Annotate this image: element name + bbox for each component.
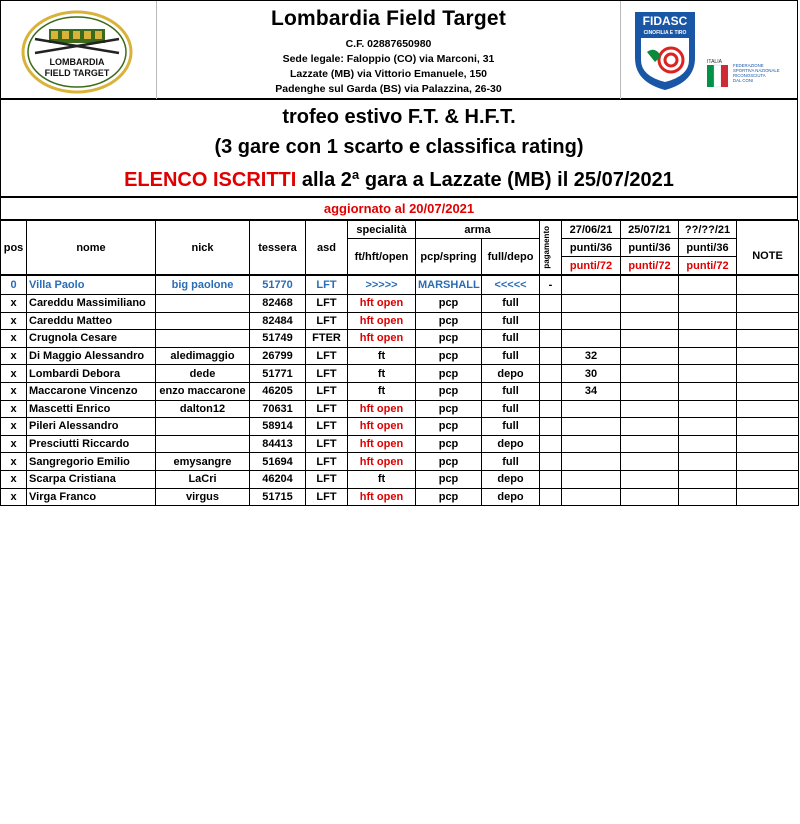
cell-tessera: 46205 bbox=[250, 382, 306, 400]
cell-note bbox=[737, 435, 799, 453]
cell-asd: LFT bbox=[306, 347, 348, 365]
cell-asd: LFT bbox=[306, 435, 348, 453]
cell-pagamento bbox=[540, 365, 562, 383]
cell-arma1: pcp bbox=[416, 453, 482, 471]
cell-asd: LFT bbox=[306, 365, 348, 383]
table-row bbox=[1, 470, 799, 488]
cell-nome: Crugnola Cesare bbox=[27, 330, 156, 348]
cell-nome: Virga Franco bbox=[27, 488, 156, 506]
logo-line-1: LOMBARDIA bbox=[49, 57, 105, 67]
cell-gara3 bbox=[679, 295, 737, 313]
cell-pagamento bbox=[540, 435, 562, 453]
cell-tessera: 51715 bbox=[250, 488, 306, 506]
address-line: Sede legale: Faloppio (CO) via Marconi, 31 bbox=[282, 53, 495, 65]
italia-line: SPORTIVA NAZIONALE bbox=[733, 68, 780, 73]
cell-nick: dede bbox=[156, 365, 250, 383]
cell-gara3 bbox=[679, 488, 737, 506]
col-arma-sub1: pcp/spring bbox=[416, 239, 482, 276]
table-row bbox=[1, 488, 799, 506]
cell-gara3 bbox=[679, 418, 737, 436]
cell-nome: Mascetti Enrico bbox=[27, 400, 156, 418]
cell-gara1: 32 bbox=[562, 347, 621, 365]
cell-nick bbox=[156, 312, 250, 330]
cell-gara3 bbox=[679, 347, 737, 365]
table-row bbox=[1, 400, 799, 418]
cell-gara2 bbox=[621, 275, 679, 295]
cell-gara1 bbox=[562, 312, 621, 330]
cell-asd: LFT bbox=[306, 295, 348, 313]
cell-tessera: 82484 bbox=[250, 312, 306, 330]
cell-pos: x bbox=[1, 400, 27, 418]
col-gara2-date: 25/07/21 bbox=[621, 221, 679, 239]
table-row bbox=[1, 365, 799, 383]
table-row-organizer bbox=[1, 275, 799, 295]
cell-specialita: hft open bbox=[348, 488, 416, 506]
cell-note bbox=[737, 330, 799, 348]
cell-arma2: depo bbox=[482, 435, 540, 453]
letterhead-text bbox=[156, 1, 621, 99]
cell-nick bbox=[156, 330, 250, 348]
cell-nome: Di Maggio Alessandro bbox=[27, 347, 156, 365]
cell-arma1: pcp bbox=[416, 347, 482, 365]
cell-arma1: pcp bbox=[416, 295, 482, 313]
cell-asd: LFT bbox=[306, 312, 348, 330]
cell-gara1 bbox=[562, 453, 621, 471]
col-pos: pos bbox=[1, 221, 27, 276]
table-row bbox=[1, 435, 799, 453]
cell-gara2 bbox=[621, 330, 679, 348]
cell-gara2 bbox=[621, 382, 679, 400]
cell-arma1: MARSHALL bbox=[416, 275, 482, 295]
col-gara1-punti72: punti/72 bbox=[562, 257, 621, 276]
event-title bbox=[1, 164, 797, 198]
cell-gara2 bbox=[621, 418, 679, 436]
cell-note bbox=[737, 365, 799, 383]
col-gara3-punti36: punti/36 bbox=[679, 239, 737, 257]
cell-gara1 bbox=[562, 435, 621, 453]
table-row bbox=[1, 295, 799, 313]
col-gara2-punti36: punti/36 bbox=[621, 239, 679, 257]
cell-tessera: 51694 bbox=[250, 453, 306, 471]
cell-nome: Careddu Matteo bbox=[27, 312, 156, 330]
col-nome: nome bbox=[27, 221, 156, 276]
cell-arma1: pcp bbox=[416, 418, 482, 436]
cell-specialita: hft open bbox=[348, 418, 416, 436]
cell-pagamento bbox=[540, 418, 562, 436]
cell-gara2 bbox=[621, 295, 679, 313]
cell-gara1 bbox=[562, 330, 621, 348]
fiscal-code: C.F. 02887650980 bbox=[345, 38, 432, 50]
cell-asd: LFT bbox=[306, 418, 348, 436]
cell-nick: aledimaggio bbox=[156, 347, 250, 365]
italia-line: RICONOSCIUTA bbox=[733, 73, 766, 78]
cell-nome: Sangregorio Emilio bbox=[27, 453, 156, 471]
cell-arma2: full bbox=[482, 295, 540, 313]
address-line: Padenghe sul Garda (BS) via Palazzina, 26-30 bbox=[275, 83, 502, 95]
cell-note bbox=[737, 488, 799, 506]
cell-pos: x bbox=[1, 453, 27, 471]
cell-pos: x bbox=[1, 382, 27, 400]
italia-logo bbox=[705, 57, 795, 93]
italia-line: FEDERAZIONE bbox=[733, 63, 764, 68]
cell-gara3 bbox=[679, 382, 737, 400]
cell-note bbox=[737, 347, 799, 365]
cell-tessera: 58914 bbox=[250, 418, 306, 436]
cell-gara2 bbox=[621, 312, 679, 330]
cell-arma1: pcp bbox=[416, 488, 482, 506]
cell-specialita: hft open bbox=[348, 295, 416, 313]
cell-nick: emysangre bbox=[156, 453, 250, 471]
col-asd: asd bbox=[306, 221, 348, 276]
cell-nome: Presciutti Riccardo bbox=[27, 435, 156, 453]
cell-arma2: <<<<< bbox=[482, 275, 540, 295]
cell-note bbox=[737, 295, 799, 313]
cell-specialita: hft open bbox=[348, 400, 416, 418]
cell-tessera: 51770 bbox=[250, 275, 306, 295]
cell-arma1: pcp bbox=[416, 470, 482, 488]
cell-gara1 bbox=[562, 275, 621, 295]
cell-gara3 bbox=[679, 312, 737, 330]
cell-gara3 bbox=[679, 365, 737, 383]
cell-note bbox=[737, 453, 799, 471]
cell-specialita: >>>>> bbox=[348, 275, 416, 295]
letterhead bbox=[0, 0, 798, 100]
cell-arma1: pcp bbox=[416, 365, 482, 383]
cell-arma2: full bbox=[482, 382, 540, 400]
cell-gara2 bbox=[621, 365, 679, 383]
cell-note bbox=[737, 382, 799, 400]
cell-nome: Scarpa Cristiana bbox=[27, 470, 156, 488]
registrants-table bbox=[0, 220, 799, 506]
fidasc-logo bbox=[633, 10, 697, 92]
cell-tessera: 51749 bbox=[250, 330, 306, 348]
cell-specialita: ft bbox=[348, 470, 416, 488]
cell-pos: 0 bbox=[1, 275, 27, 295]
cell-pos: x bbox=[1, 488, 27, 506]
cell-tessera: 51771 bbox=[250, 365, 306, 383]
cell-arma2: depo bbox=[482, 365, 540, 383]
cell-gara2 bbox=[621, 400, 679, 418]
col-tessera: tessera bbox=[250, 221, 306, 276]
cell-nick bbox=[156, 418, 250, 436]
cell-gara2 bbox=[621, 453, 679, 471]
cell-specialita: hft open bbox=[348, 453, 416, 471]
event-title-rest: alla 2ª gara a Lazzate (MB) il 25/07/2021 bbox=[296, 169, 674, 191]
cell-pos: x bbox=[1, 418, 27, 436]
italia-line: DAL CONI bbox=[733, 78, 754, 83]
trophy-title: trofeo estivo F.T. & H.F.T. bbox=[282, 106, 516, 128]
cell-specialita: ft bbox=[348, 365, 416, 383]
cell-gara1 bbox=[562, 418, 621, 436]
cell-pos: x bbox=[1, 435, 27, 453]
table-row bbox=[1, 453, 799, 471]
organization-name: Lombardia Field Target bbox=[270, 7, 507, 30]
cell-gara2 bbox=[621, 347, 679, 365]
cell-gara1 bbox=[562, 295, 621, 313]
col-specialita: specialità bbox=[348, 221, 416, 239]
cell-arma1: pcp bbox=[416, 400, 482, 418]
col-arma-sub2: full/depo bbox=[482, 239, 540, 276]
table-row bbox=[1, 382, 799, 400]
cell-nome: Maccarone Vincenzo bbox=[27, 382, 156, 400]
cell-nick bbox=[156, 435, 250, 453]
cell-nome: Careddu Massimiliano bbox=[27, 295, 156, 313]
cell-nome: Lombardi Debora bbox=[27, 365, 156, 383]
cell-note bbox=[737, 275, 799, 295]
cell-tessera: 70631 bbox=[250, 400, 306, 418]
cell-nick: virgus bbox=[156, 488, 250, 506]
col-specialita-sub: ft/hft/open bbox=[348, 239, 416, 276]
fidasc-sub: CINOFILIA E TIRO bbox=[643, 30, 687, 36]
cell-gara1 bbox=[562, 488, 621, 506]
cell-pagamento bbox=[540, 470, 562, 488]
cell-pagamento bbox=[540, 312, 562, 330]
cell-nick: LaCri bbox=[156, 470, 250, 488]
cell-asd: LFT bbox=[306, 382, 348, 400]
italia-word: ITALIA bbox=[707, 59, 722, 65]
cell-gara2 bbox=[621, 435, 679, 453]
cell-note bbox=[737, 418, 799, 436]
col-gara2-punti72: punti/72 bbox=[621, 257, 679, 276]
cell-gara3 bbox=[679, 400, 737, 418]
cell-gara3 bbox=[679, 453, 737, 471]
cell-nick bbox=[156, 295, 250, 313]
cell-gara3 bbox=[679, 435, 737, 453]
table-body bbox=[1, 295, 799, 506]
cell-gara1 bbox=[562, 400, 621, 418]
cell-pagamento: - bbox=[540, 275, 562, 295]
cell-arma2: full bbox=[482, 418, 540, 436]
cell-gara1 bbox=[562, 470, 621, 488]
cell-tessera: 26799 bbox=[250, 347, 306, 365]
cell-pagamento bbox=[540, 295, 562, 313]
cell-nick: enzo maccarone bbox=[156, 382, 250, 400]
col-note: NOTE bbox=[737, 239, 799, 276]
col-pagamento bbox=[540, 221, 562, 276]
cell-nome: Villa Paolo bbox=[27, 275, 156, 295]
cell-asd: FTER bbox=[306, 330, 348, 348]
lombardia-field-target-logo bbox=[21, 9, 133, 95]
cell-asd: LFT bbox=[306, 488, 348, 506]
cell-pos: x bbox=[1, 330, 27, 348]
col-gara3-punti72: punti/72 bbox=[679, 257, 737, 276]
cell-pagamento bbox=[540, 382, 562, 400]
cell-tessera: 82468 bbox=[250, 295, 306, 313]
col-gara1-date: 27/06/21 bbox=[562, 221, 621, 239]
title-block bbox=[0, 100, 798, 220]
cell-gara3 bbox=[679, 330, 737, 348]
cell-pos: x bbox=[1, 312, 27, 330]
cell-arma2: depo bbox=[482, 488, 540, 506]
cell-asd: LFT bbox=[306, 453, 348, 471]
cell-specialita: hft open bbox=[348, 312, 416, 330]
cell-asd: LFT bbox=[306, 275, 348, 295]
cell-note bbox=[737, 400, 799, 418]
table-row bbox=[1, 418, 799, 436]
cell-pagamento bbox=[540, 453, 562, 471]
cell-pagamento bbox=[540, 347, 562, 365]
cell-asd: LFT bbox=[306, 400, 348, 418]
cell-specialita: hft open bbox=[348, 330, 416, 348]
table-row bbox=[1, 330, 799, 348]
col-gara3-date: ??/??/21 bbox=[679, 221, 737, 239]
cell-pos: x bbox=[1, 365, 27, 383]
address-line: Lazzate (MB) via Vittorio Emanuele, 150 bbox=[289, 68, 488, 80]
cell-gara3 bbox=[679, 275, 737, 295]
cell-arma2: full bbox=[482, 347, 540, 365]
cell-gara1: 30 bbox=[562, 365, 621, 383]
cell-arma2: full bbox=[482, 312, 540, 330]
trophy-subtitle: (3 gare con 1 scarto e classifica rating) bbox=[214, 136, 584, 158]
cell-gara1: 34 bbox=[562, 382, 621, 400]
cell-specialita: ft bbox=[348, 382, 416, 400]
cell-nick: big paolone bbox=[156, 275, 250, 295]
cell-nick: dalton12 bbox=[156, 400, 250, 418]
fidasc-name: FIDASC bbox=[642, 14, 688, 28]
cell-specialita: hft open bbox=[348, 435, 416, 453]
logo-line-2: FIELD TARGET bbox=[44, 68, 110, 78]
cell-gara2 bbox=[621, 470, 679, 488]
cell-note bbox=[737, 312, 799, 330]
col-nick: nick bbox=[156, 221, 250, 276]
cell-nome: Pileri Alessandro bbox=[27, 418, 156, 436]
cell-gara2 bbox=[621, 488, 679, 506]
col-gara1-punti36: punti/36 bbox=[562, 239, 621, 257]
table-row bbox=[1, 347, 799, 365]
cell-asd: LFT bbox=[306, 470, 348, 488]
cell-gara3 bbox=[679, 470, 737, 488]
cell-specialita: ft bbox=[348, 347, 416, 365]
cell-tessera: 46204 bbox=[250, 470, 306, 488]
col-arma: arma bbox=[416, 221, 540, 239]
header-row bbox=[1, 221, 799, 239]
cell-tessera: 84413 bbox=[250, 435, 306, 453]
pagamento-label: pagamento bbox=[542, 226, 552, 269]
cell-pagamento bbox=[540, 330, 562, 348]
cell-pagamento bbox=[540, 488, 562, 506]
cell-arma1: pcp bbox=[416, 435, 482, 453]
cell-arma2: full bbox=[482, 453, 540, 471]
cell-arma2: depo bbox=[482, 470, 540, 488]
table-row bbox=[1, 312, 799, 330]
col-note-top bbox=[737, 221, 799, 239]
cell-arma1: pcp bbox=[416, 312, 482, 330]
cell-arma1: pcp bbox=[416, 382, 482, 400]
cell-pagamento bbox=[540, 400, 562, 418]
cell-pos: x bbox=[1, 470, 27, 488]
cell-pos: x bbox=[1, 347, 27, 365]
cell-arma2: full bbox=[482, 400, 540, 418]
updated-date: aggiornato al 20/07/2021 bbox=[1, 198, 797, 220]
cell-arma2: full bbox=[482, 330, 540, 348]
event-title-highlight: ELENCO ISCRITTI bbox=[124, 169, 297, 191]
cell-arma1: pcp bbox=[416, 330, 482, 348]
cell-pos: x bbox=[1, 295, 27, 313]
cell-note bbox=[737, 470, 799, 488]
